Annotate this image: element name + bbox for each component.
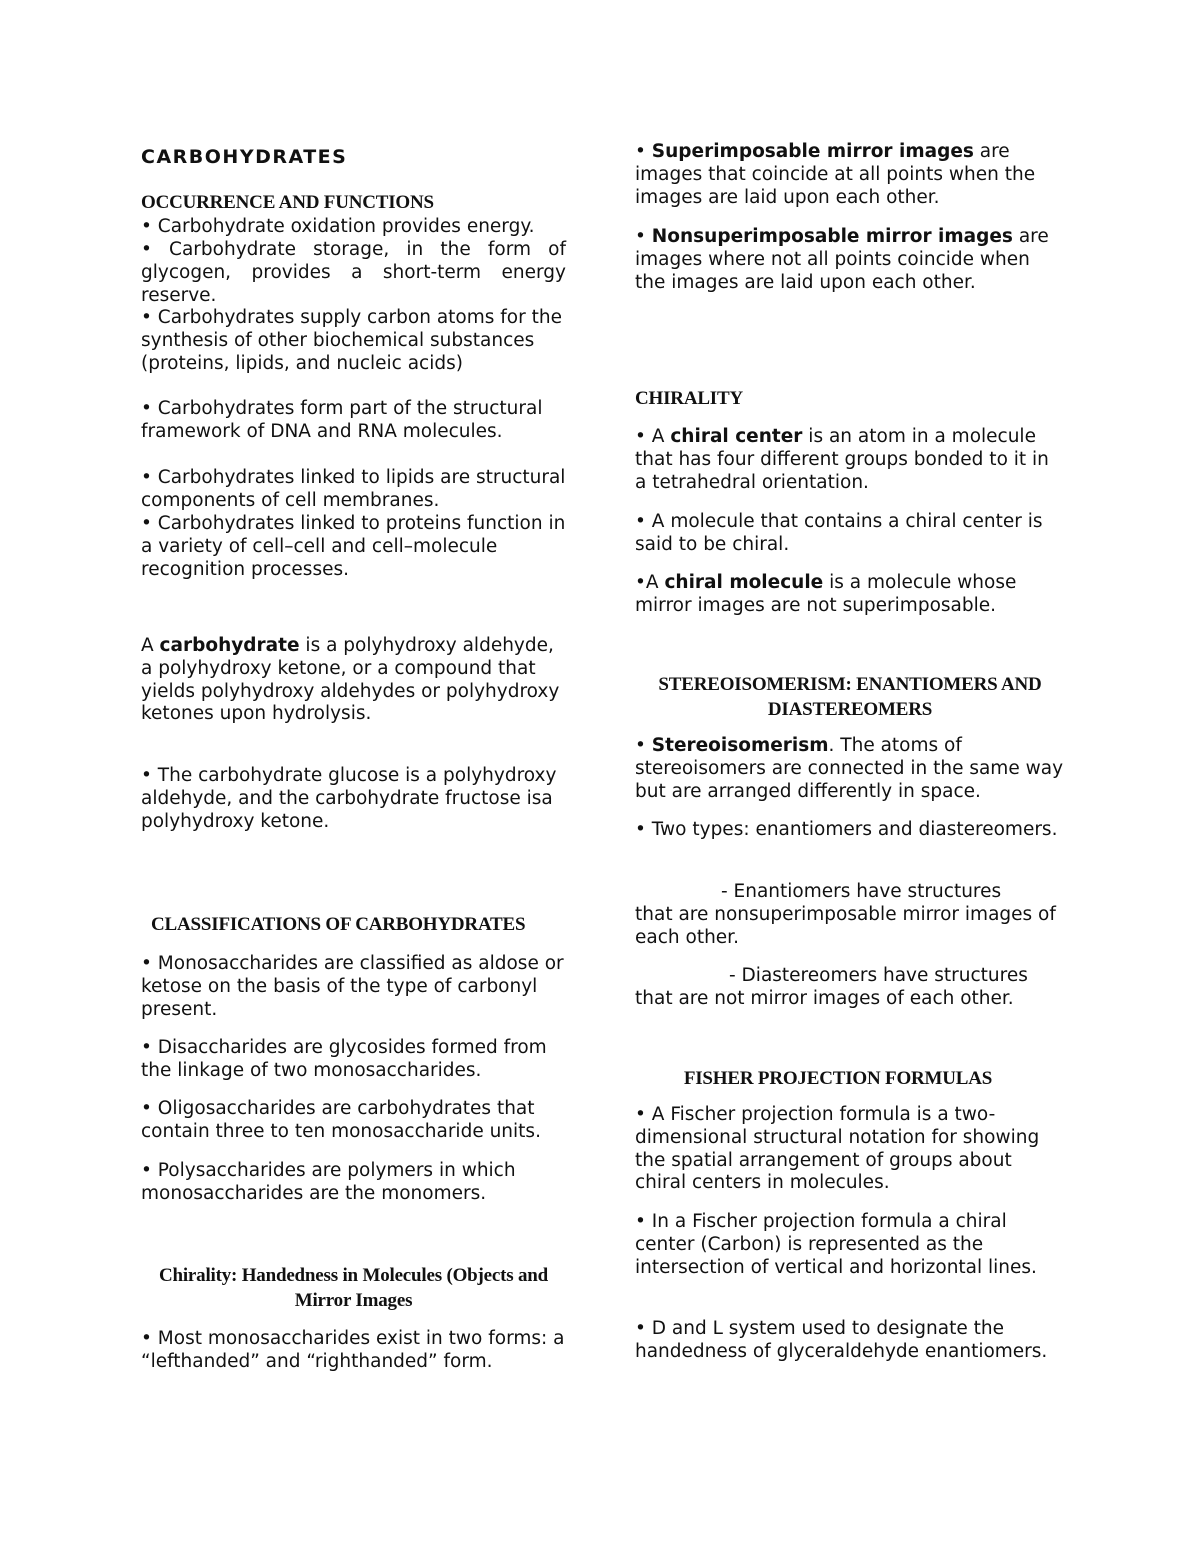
- classification-item: • Monosaccharides are classified as aldose or ketose on the basis of the type of carbonyl present.: [141, 953, 564, 1020]
- chiral-center-term: chiral center: [670, 426, 803, 447]
- chiral-said-paragraph: • A molecule that contains a chiral center is said to be chiral.: [635, 511, 1043, 555]
- stereoisomerism-heading: STEREOISOMERISM: ENANTIOMERS AND DIASTEREOMERS: [658, 674, 1042, 720]
- two-types-paragraph: • Two types: enantiomers and diastereomers.: [635, 819, 1058, 840]
- occurrence-item: • Carbohydrates form part of the structural framework of DNA and RNA molecules.: [141, 398, 543, 442]
- glucose-paragraph: • The carbohydrate glucose is a polyhydroxy aldehyde, and the carbohydrate fructose isa polyhydroxy ketone.: [141, 765, 557, 832]
- occurrence-item: • Carbohydrates linked to lipids are structural components of cell membranes.: [141, 467, 566, 511]
- stereoisomerism-paragraph: • Stereoisomerism. The atoms of stereoisomers are connected in the same way but are arranged differently in space.: [635, 735, 1064, 802]
- enantiomers-paragraph: - Enantiomers have structures that are nonsuperimposable mirror images of each other.: [635, 881, 1056, 948]
- fisher-item: • A Fischer projection formula is a two-dimensional structural notation for showing the spatial arrangement of groups about chiral centers in molecules.: [635, 1104, 1040, 1194]
- chirality-heading: CHIRALITY: [635, 388, 743, 409]
- fisher-heading: FISHER PROJECTION FORMULAS: [683, 1068, 993, 1089]
- superimposable-paragraph: • Superimposable mirror images are images that coincide at all points when the images are laid upon each other.: [635, 141, 1036, 208]
- fisher-item: • D and L system used to designate the handedness of glyceraldehyde enantiomers.: [635, 1318, 1048, 1362]
- classification-item: • Disaccharides are glycosides formed from the linkage of two monosaccharides.: [141, 1037, 547, 1081]
- carbohydrate-term: carbohydrate: [159, 635, 300, 656]
- classification-item: • Oligosaccharides are carbohydrates that contain three to ten monosaccharide units.: [141, 1098, 541, 1142]
- carbohydrate-definition: A carbohydrate is a polyhydroxy aldehyde, a polyhydroxy ketone, or a compound that yields polyhydroxy aldehydes or polyhydroxy ketones upon hydrolysis.: [141, 635, 560, 725]
- superimposable-term: Superimposable mirror images: [651, 141, 974, 162]
- occurrence-heading: OCCURRENCE AND FUNCTIONS: [141, 192, 434, 213]
- chiral-molecule-term: chiral molecule: [664, 572, 824, 593]
- nonsuperimposable-paragraph: • Nonsuperimposable mirror images are images where not all points coincide when the images are laid upon each other.: [635, 226, 1049, 293]
- stereoisomerism-term: Stereoisomerism: [651, 735, 829, 756]
- chiral-molecule-paragraph: •A chiral molecule is a molecule whose mirror images are not superimposable.: [635, 572, 1017, 616]
- occurrence-item: • Carbohydrate storage, in the form of glycogen, provides a short-term energy reserve.: [141, 239, 566, 306]
- chirality-handedness-heading: Chirality: Handedness in Molecules (Objects and Mirror Images: [158, 1265, 549, 1311]
- diastereomers-paragraph: - Diastereomers have structures that are not mirror images of each other.: [635, 965, 1028, 1009]
- page-title: CARBOHYDRATES: [141, 146, 348, 168]
- occurrence-item: • Carbohydrate oxidation provides energy.: [141, 216, 535, 237]
- chiral-center-paragraph: • A chiral center is an atom in a molecule that has four different groups bonded to it in a tetrahedral orientation.: [635, 426, 1049, 493]
- classifications-heading: CLASSIFICATIONS OF CARBOHYDRATES: [151, 914, 526, 935]
- occurrence-item: • Carbohydrates supply carbon atoms for the synthesis of other biochemical substances (proteins, lipids, and nucleic acids): [141, 307, 562, 374]
- fisher-item: • In a Fischer projection formula a chiral center (Carbon) is represented as the intersection of vertical and horizontal lines.: [635, 1211, 1037, 1278]
- chirality-item: • Most monosaccharides exist in two forms: a “lefthanded” and “righthanded” form.: [141, 1328, 565, 1372]
- occurrence-item: • Carbohydrates linked to proteins function in a variety of cell–cell and cell–molecule recognition processes.: [141, 513, 566, 580]
- classification-item: • Polysaccharides are polymers in which monosaccharides are the monomers.: [141, 1160, 516, 1204]
- nonsuperimposable-term: Nonsuperimposable mirror images: [651, 226, 1013, 247]
